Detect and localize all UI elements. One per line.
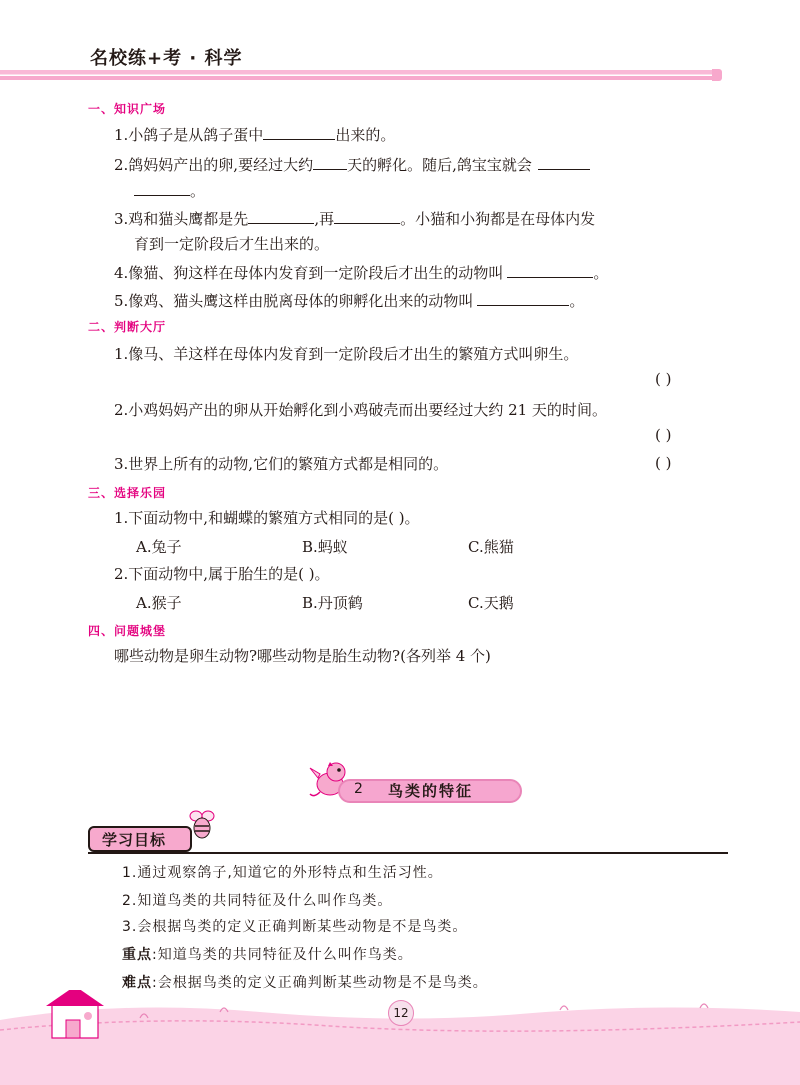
question-1-2-cont: [134, 180, 205, 201]
answer-blank[interactable]: [507, 262, 593, 278]
answer-paren[interactable]: ( ): [655, 454, 672, 472]
q1-2-text-b: 天的孵化。随后,鸽宝宝就会: [347, 156, 532, 174]
bee-mascot-icon: [186, 808, 220, 842]
q1-4-text-a: 4.像猫、狗这样在母体内发育到一定阶段后才出生的动物叫: [114, 264, 504, 282]
objective-3: 3.会根据鸟类的定义正确判断某些动物是不是鸟类。: [122, 919, 468, 935]
lesson-title: 鸟类的特征: [388, 782, 474, 800]
answer-blank[interactable]: [334, 208, 400, 224]
question-1-3: [114, 208, 595, 229]
question-1-4: [114, 262, 608, 283]
difficult-point-label: 难点: [122, 975, 152, 991]
difficult-point: [122, 972, 488, 992]
option-a[interactable]: A.兔子: [136, 538, 182, 556]
question-1-3-cont: 育到一定阶段后才生出来的。: [134, 235, 330, 253]
answer-blank[interactable]: [477, 290, 569, 306]
q1-5-text-a: 5.像鸡、猫头鹰这样由脱离母体的卵孵化出来的动物叫: [114, 292, 474, 310]
key-point-label: 重点: [122, 947, 152, 963]
option-c[interactable]: C.天鹅: [468, 594, 514, 612]
section-heading-judgement: 二、判断大厅: [88, 320, 167, 334]
question-3-1: 1.下面动物中,和蝴蝶的繁殖方式相同的是( )。: [114, 509, 420, 527]
question-2-3: 3.世界上所有的动物,它们的繁殖方式都是相同的。: [114, 455, 449, 473]
question-4-1: 哪些动物是卵生动物?哪些动物是胎生动物?(各列举 4 个): [114, 647, 491, 665]
page-number: 12: [388, 1000, 414, 1026]
question-2-1: 1.像马、羊这样在母体内发育到一定阶段后才出生的繁殖方式叫卵生。: [114, 345, 579, 363]
q1-2-text-a: 2.鸽妈妈产出的卵,要经过大约: [114, 156, 314, 174]
objectives-tab-label: 学习目标: [102, 831, 167, 849]
objective-2: 2.知道鸟类的共同特征及什么叫作鸟类。: [122, 893, 393, 909]
option-b[interactable]: B.丹顶鹤: [302, 594, 363, 612]
objectives-underline: [88, 852, 728, 854]
q1-3-text-a: 3.鸡和猫头鹰都是先: [114, 210, 249, 228]
header-stripe-cap: [712, 69, 722, 81]
question-2-2: 2.小鸡妈妈产出的卵从开始孵化到小鸡破壳而出要经过大约 21 天的时间。: [114, 401, 607, 419]
answer-blank[interactable]: [263, 124, 335, 140]
section-heading-questions: 四、问题城堡: [88, 624, 167, 638]
difficult-point-text: :会根据鸟类的定义正确判断某些动物是不是鸟类。: [152, 975, 488, 991]
answer-blank[interactable]: [313, 154, 347, 170]
option-b[interactable]: B.蚂蚁: [302, 538, 348, 556]
question-1-1: [114, 124, 395, 145]
lesson-number: 2: [354, 781, 363, 797]
answer-blank[interactable]: [538, 154, 590, 170]
key-point-text: :知道鸟类的共同特征及什么叫作鸟类。: [152, 947, 413, 963]
answer-blank[interactable]: [134, 180, 190, 196]
answer-paren[interactable]: ( ): [655, 426, 672, 444]
section-heading-knowledge: 一、知识广场: [88, 102, 167, 116]
house-icon: [46, 990, 104, 1038]
question-1-2: [114, 154, 590, 175]
q1-1-text-a: 1.小鸽子是从鸽子蛋中: [114, 126, 264, 144]
answer-paren[interactable]: ( ): [655, 370, 672, 388]
q1-3-text-c: 。小猫和小狗都是在母体内发: [400, 210, 596, 228]
q1-3-text-b: ,再: [314, 210, 335, 228]
header-title: 名校练+考 · 科学: [90, 48, 243, 69]
option-c[interactable]: C.熊猫: [468, 538, 514, 556]
option-a[interactable]: A.猴子: [136, 594, 182, 612]
section-heading-choice: 三、选择乐园: [88, 486, 167, 500]
answer-blank[interactable]: [248, 208, 314, 224]
question-1-5: [114, 290, 584, 311]
key-point: [122, 944, 413, 964]
objective-1: 1.通过观察鸽子,知道它的外形特点和生活习性。: [122, 865, 443, 881]
q1-4-text-b: 。: [593, 264, 609, 282]
header-stripe: [0, 70, 720, 80]
q1-5-text-b: 。: [569, 292, 585, 310]
q1-2-text-c: 。: [190, 182, 206, 200]
question-3-2: 2.下面动物中,属于胎生的是( )。: [114, 565, 330, 583]
q1-1-text-b: 出来的。: [335, 126, 396, 144]
